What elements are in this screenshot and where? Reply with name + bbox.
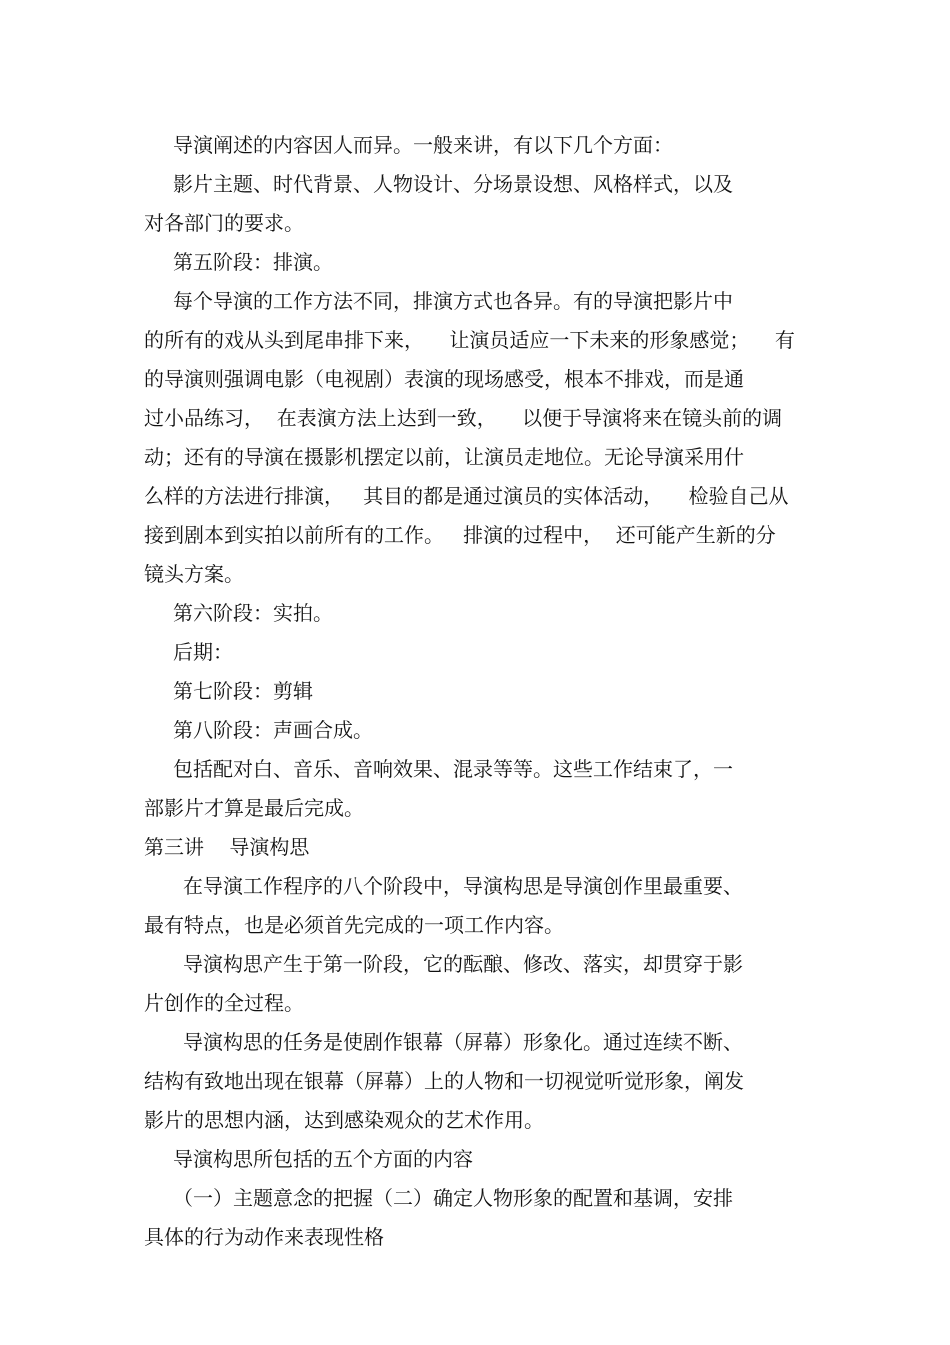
text-line: 包括配对白、音乐、音响效果、混录等等。这些工作结束了，一 — [173, 757, 733, 781]
text-line: 接到剧本到实拍以前所有的工作。 排演的过程中， 还可能产生新的分 — [144, 523, 776, 547]
text-line: 过小品练习， 在表演方法上达到一致， 以便于导演将来在镜头前的调 — [144, 406, 783, 430]
text-line: 导演阐述的内容因人而异。一般来讲，有以下几个方面： — [173, 133, 673, 157]
text-line: 导演构思产生于第一阶段，它的酝酿、修改、落实，却贯穿于影 — [183, 952, 743, 976]
text-line: 第三讲 导演构思 — [144, 835, 310, 859]
text-line: 每个导演的工作方法不同，排演方式也各异。有的导演把影片中 — [173, 289, 733, 313]
text-line: 动；还有的导演在摄影机摆定以前，让演员走地位。无论导演采用什 — [144, 445, 744, 469]
text-line: 片创作的全过程。 — [144, 991, 304, 1015]
text-line: 第五阶段：排演。 — [173, 250, 333, 274]
text-line: 影片的思想内涵，达到感染观众的艺术作用。 — [144, 1108, 544, 1132]
text-line: （一）主题意念的把握（二）确定人物形象的配置和基调，安排 — [173, 1186, 733, 1210]
document-body — [144, 126, 809, 1257]
text-line: 么样的方法进行排演， 其目的都是通过演员的实体活动， 检验自己从 — [144, 484, 789, 508]
text-line: 的导演则强调电影（电视剧）表演的现场感受，根本不排戏，而是通 — [144, 367, 744, 391]
text-line: 具体的行为动作来表现性格 — [144, 1225, 384, 1249]
text-line: 第七阶段：剪辑 — [173, 679, 313, 703]
text-line: 的所有的戏从头到尾串排下来， 让演员适应一下未来的形象感觉； 有 — [144, 328, 795, 352]
text-line: 导演构思所包括的五个方面的内容 — [173, 1147, 473, 1171]
text-line: 结构有致地出现在银幕（屏幕）上的人物和一切视觉听觉形象，阐发 — [144, 1069, 744, 1093]
text-line: 部影片才算是最后完成。 — [144, 796, 364, 820]
text-line: 最有特点，也是必须首先完成的一项工作内容。 — [144, 913, 564, 937]
text-line: 影片主题、时代背景、人物设计、分场景设想、风格样式，以及 — [173, 172, 733, 196]
text-line: 在导演工作程序的八个阶段中，导演构思是导演创作里最重要、 — [183, 874, 743, 898]
text-line: 导演构思的任务是使剧作银幕（屏幕）形象化。通过连续不断、 — [183, 1030, 743, 1054]
text-line: 第八阶段：声画合成。 — [173, 718, 373, 742]
text-line: 第六阶段：实拍。 — [173, 601, 333, 625]
text-line: 后期： — [173, 640, 233, 664]
text-line: 镜头方案。 — [144, 562, 244, 586]
text-line: 对各部门的要求。 — [144, 211, 304, 235]
